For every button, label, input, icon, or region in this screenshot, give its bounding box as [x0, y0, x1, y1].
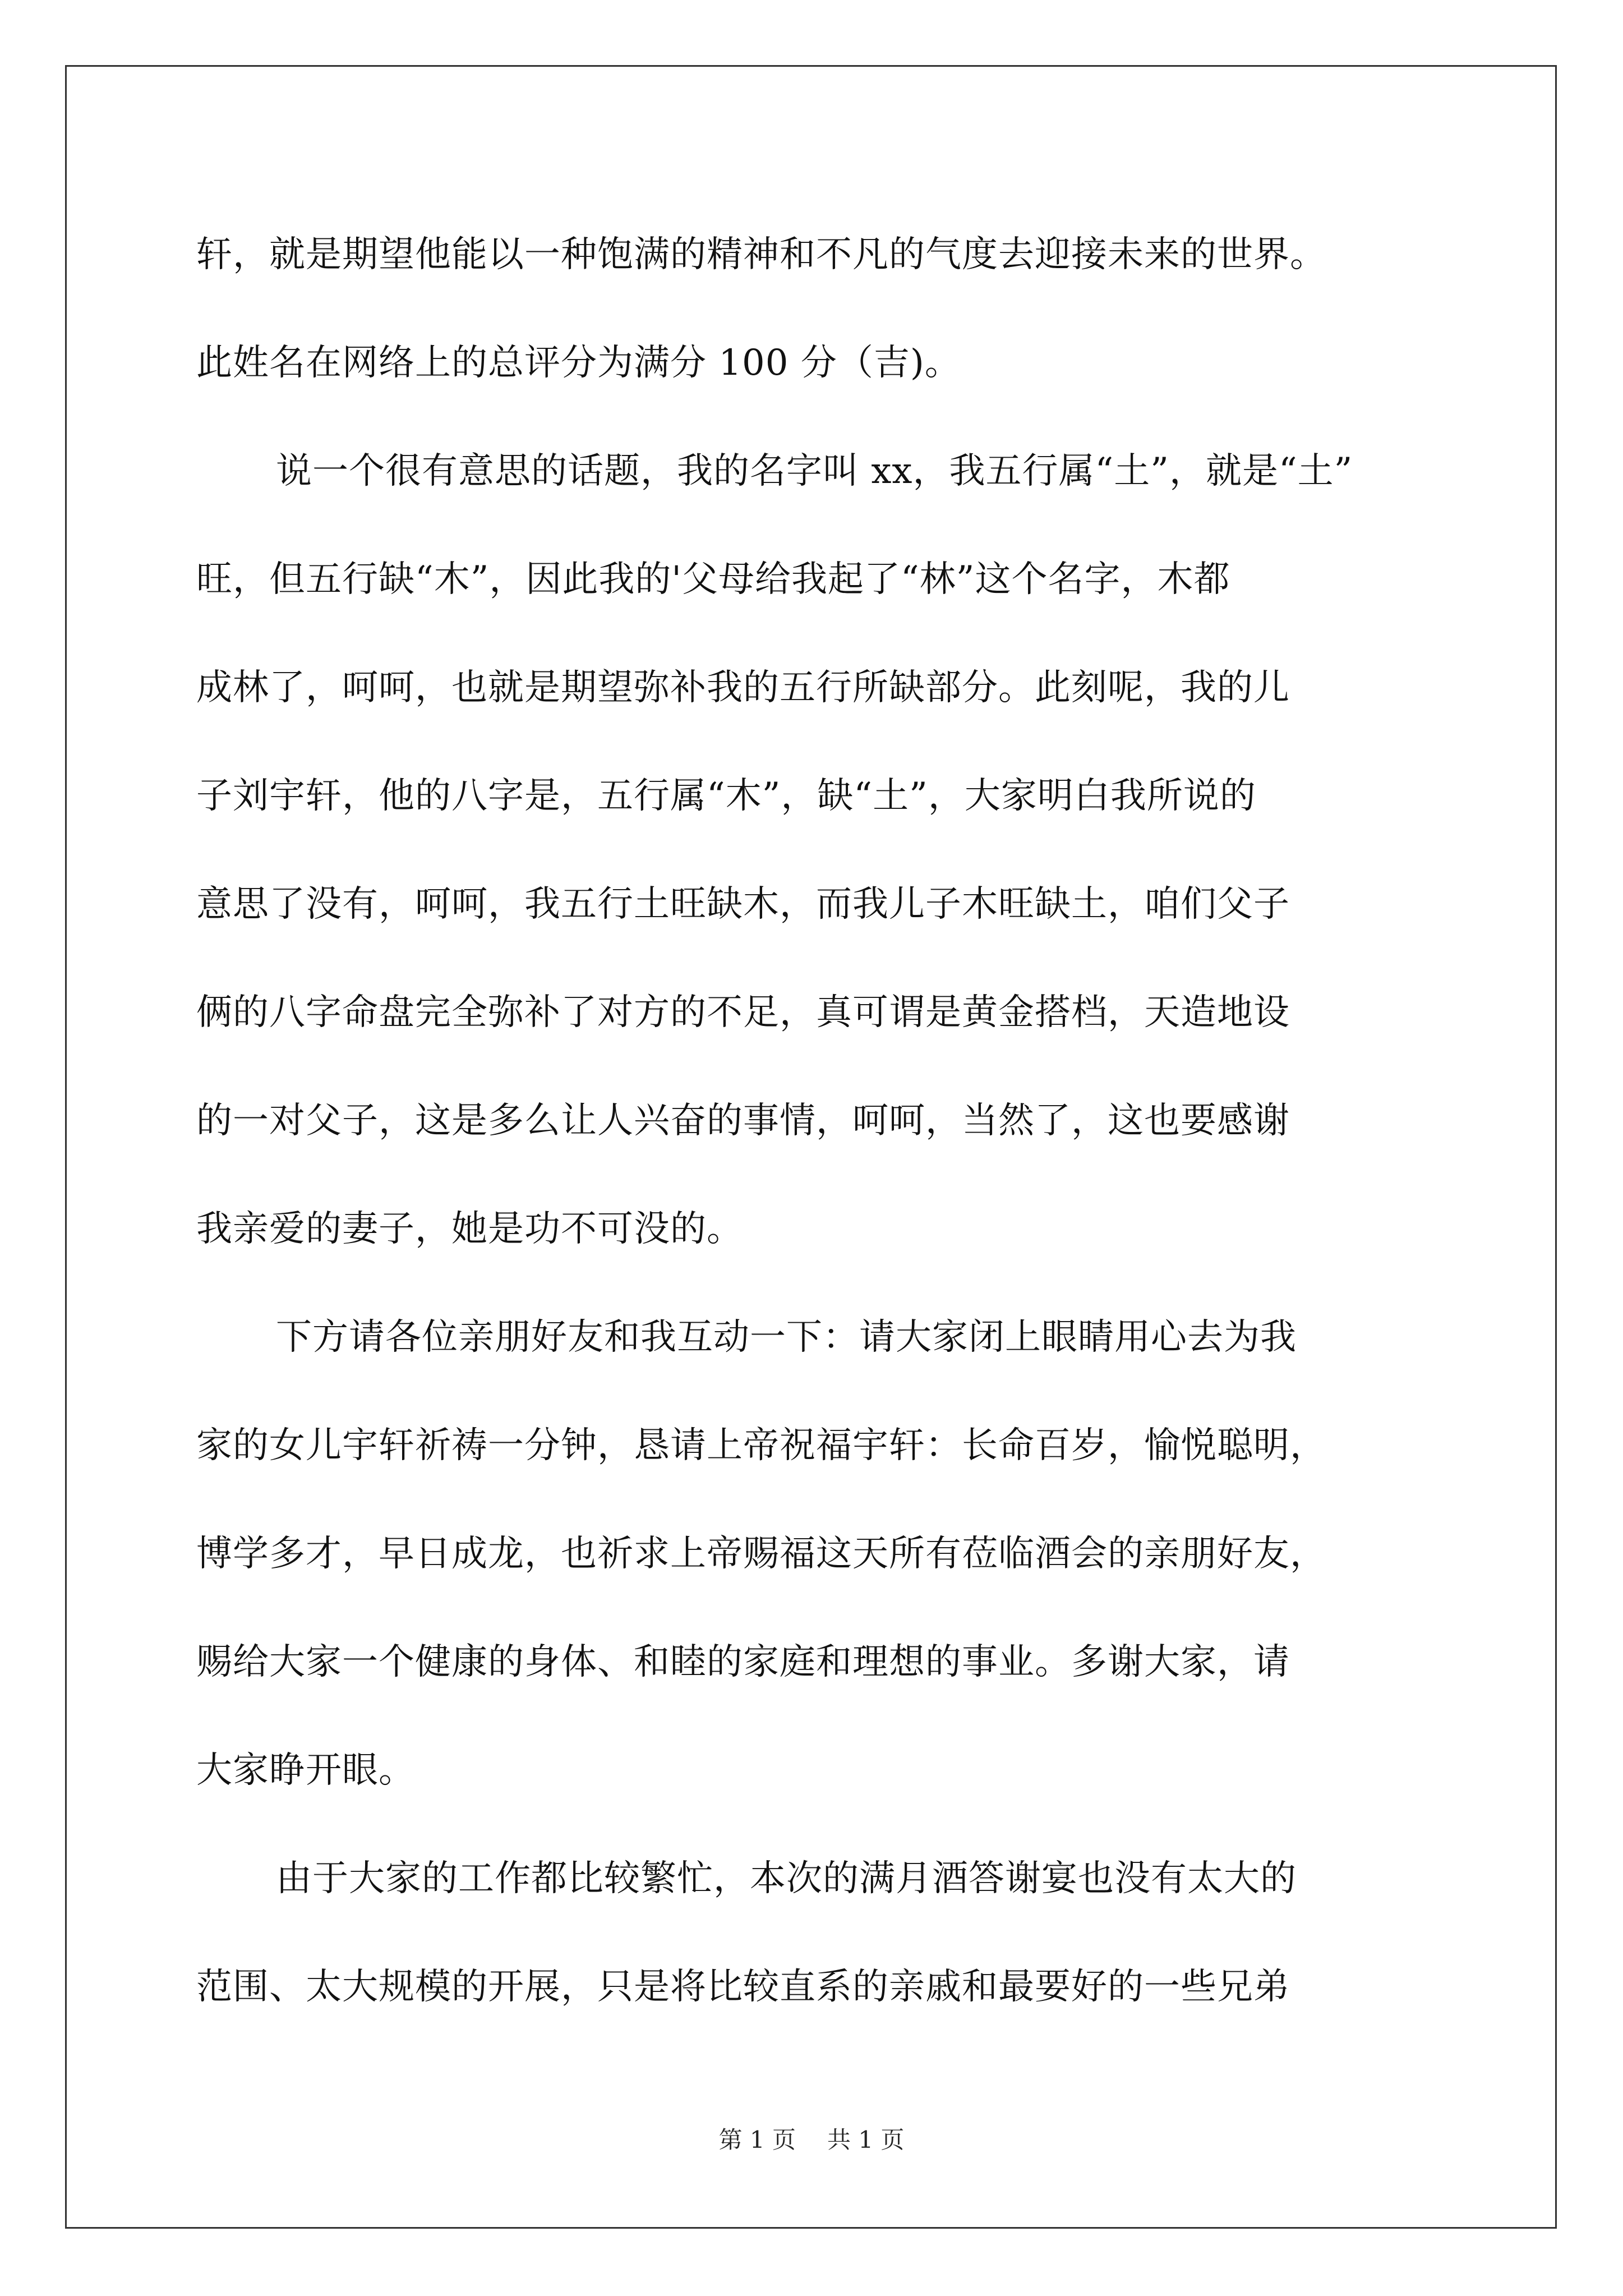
text-line: 博学多才，早日成龙，也祈求上帝赐福这天所有莅临酒会的亲朋好友， [196, 1533, 1326, 1575]
paragraph [196, 1825, 1436, 1933]
page-footer [0, 2123, 1623, 2157]
paragraph-continuation [196, 526, 1436, 1283]
text-line: 赐给大家一个健康的身体、和睦的家庭和理想的事业。多谢大家，请 [196, 1641, 1290, 1683]
page-total: 共 1 页 [827, 2126, 905, 2154]
paragraph [196, 1283, 1436, 1392]
text-line: 大家睁开眼。 [196, 1750, 415, 1791]
text-line: 说一个很有意思的话题，我的名字叫 xx，我五行属“土”，就是“土” [276, 450, 1353, 492]
text-line: 的一对父子，这是多么让人兴奋的事情，呵呵，当然了，这也要感谢 [196, 1100, 1290, 1142]
text-line: 范围、太大规模的开展，只是将比较直系的亲戚和最要好的一些兄弟 [196, 1966, 1290, 2008]
page-number: 第 1 页 [718, 2126, 796, 2154]
document-body [196, 201, 1436, 2041]
text-line: 由于大家的工作都比较繁忙，本次的满月酒答谢宴也没有太大的 [276, 1858, 1297, 1899]
text-line: 我亲爱的妻子，她是功不可没的。 [196, 1208, 743, 1250]
text-line: 意思了没有，呵呵，我五行土旺缺木，而我儿子木旺缺土，咱们父子 [196, 884, 1290, 925]
text-line: 轩，就是期望他能以一种饱满的精神和不凡的气度去迎接未来的世界。 [196, 234, 1326, 275]
text-line: 俩的八字命盘完全弥补了对方的不足，真可谓是黄金搭档，天造地设 [196, 992, 1290, 1033]
text-line: 旺，但五行缺“木”，因此我的'父母给我起了“林”这个名字，木都 [196, 559, 1230, 600]
paragraph [196, 417, 1436, 526]
text-line: 家的女儿宇轩祈祷一分钟，恳请上帝祝福宇轩：长命百岁，愉悦聪明， [196, 1425, 1326, 1466]
paragraph-continuation [196, 1392, 1436, 1825]
text-line: 子刘宇轩，他的八字是，五行属“木”，缺“土”，大家明白我所说的 [196, 775, 1256, 817]
paragraph-continuation [196, 1933, 1436, 2041]
text-line: 此姓名在网络上的总评分为满分 100 分（吉)。 [196, 342, 961, 384]
text-line: 成林了，呵呵，也就是期望弥补我的五行所缺部分。此刻呢，我的儿 [196, 667, 1290, 708]
text-line: 下方请各位亲朋好友和我互动一下：请大家闭上眼睛用心去为我 [276, 1317, 1297, 1358]
paragraph [196, 201, 1436, 417]
